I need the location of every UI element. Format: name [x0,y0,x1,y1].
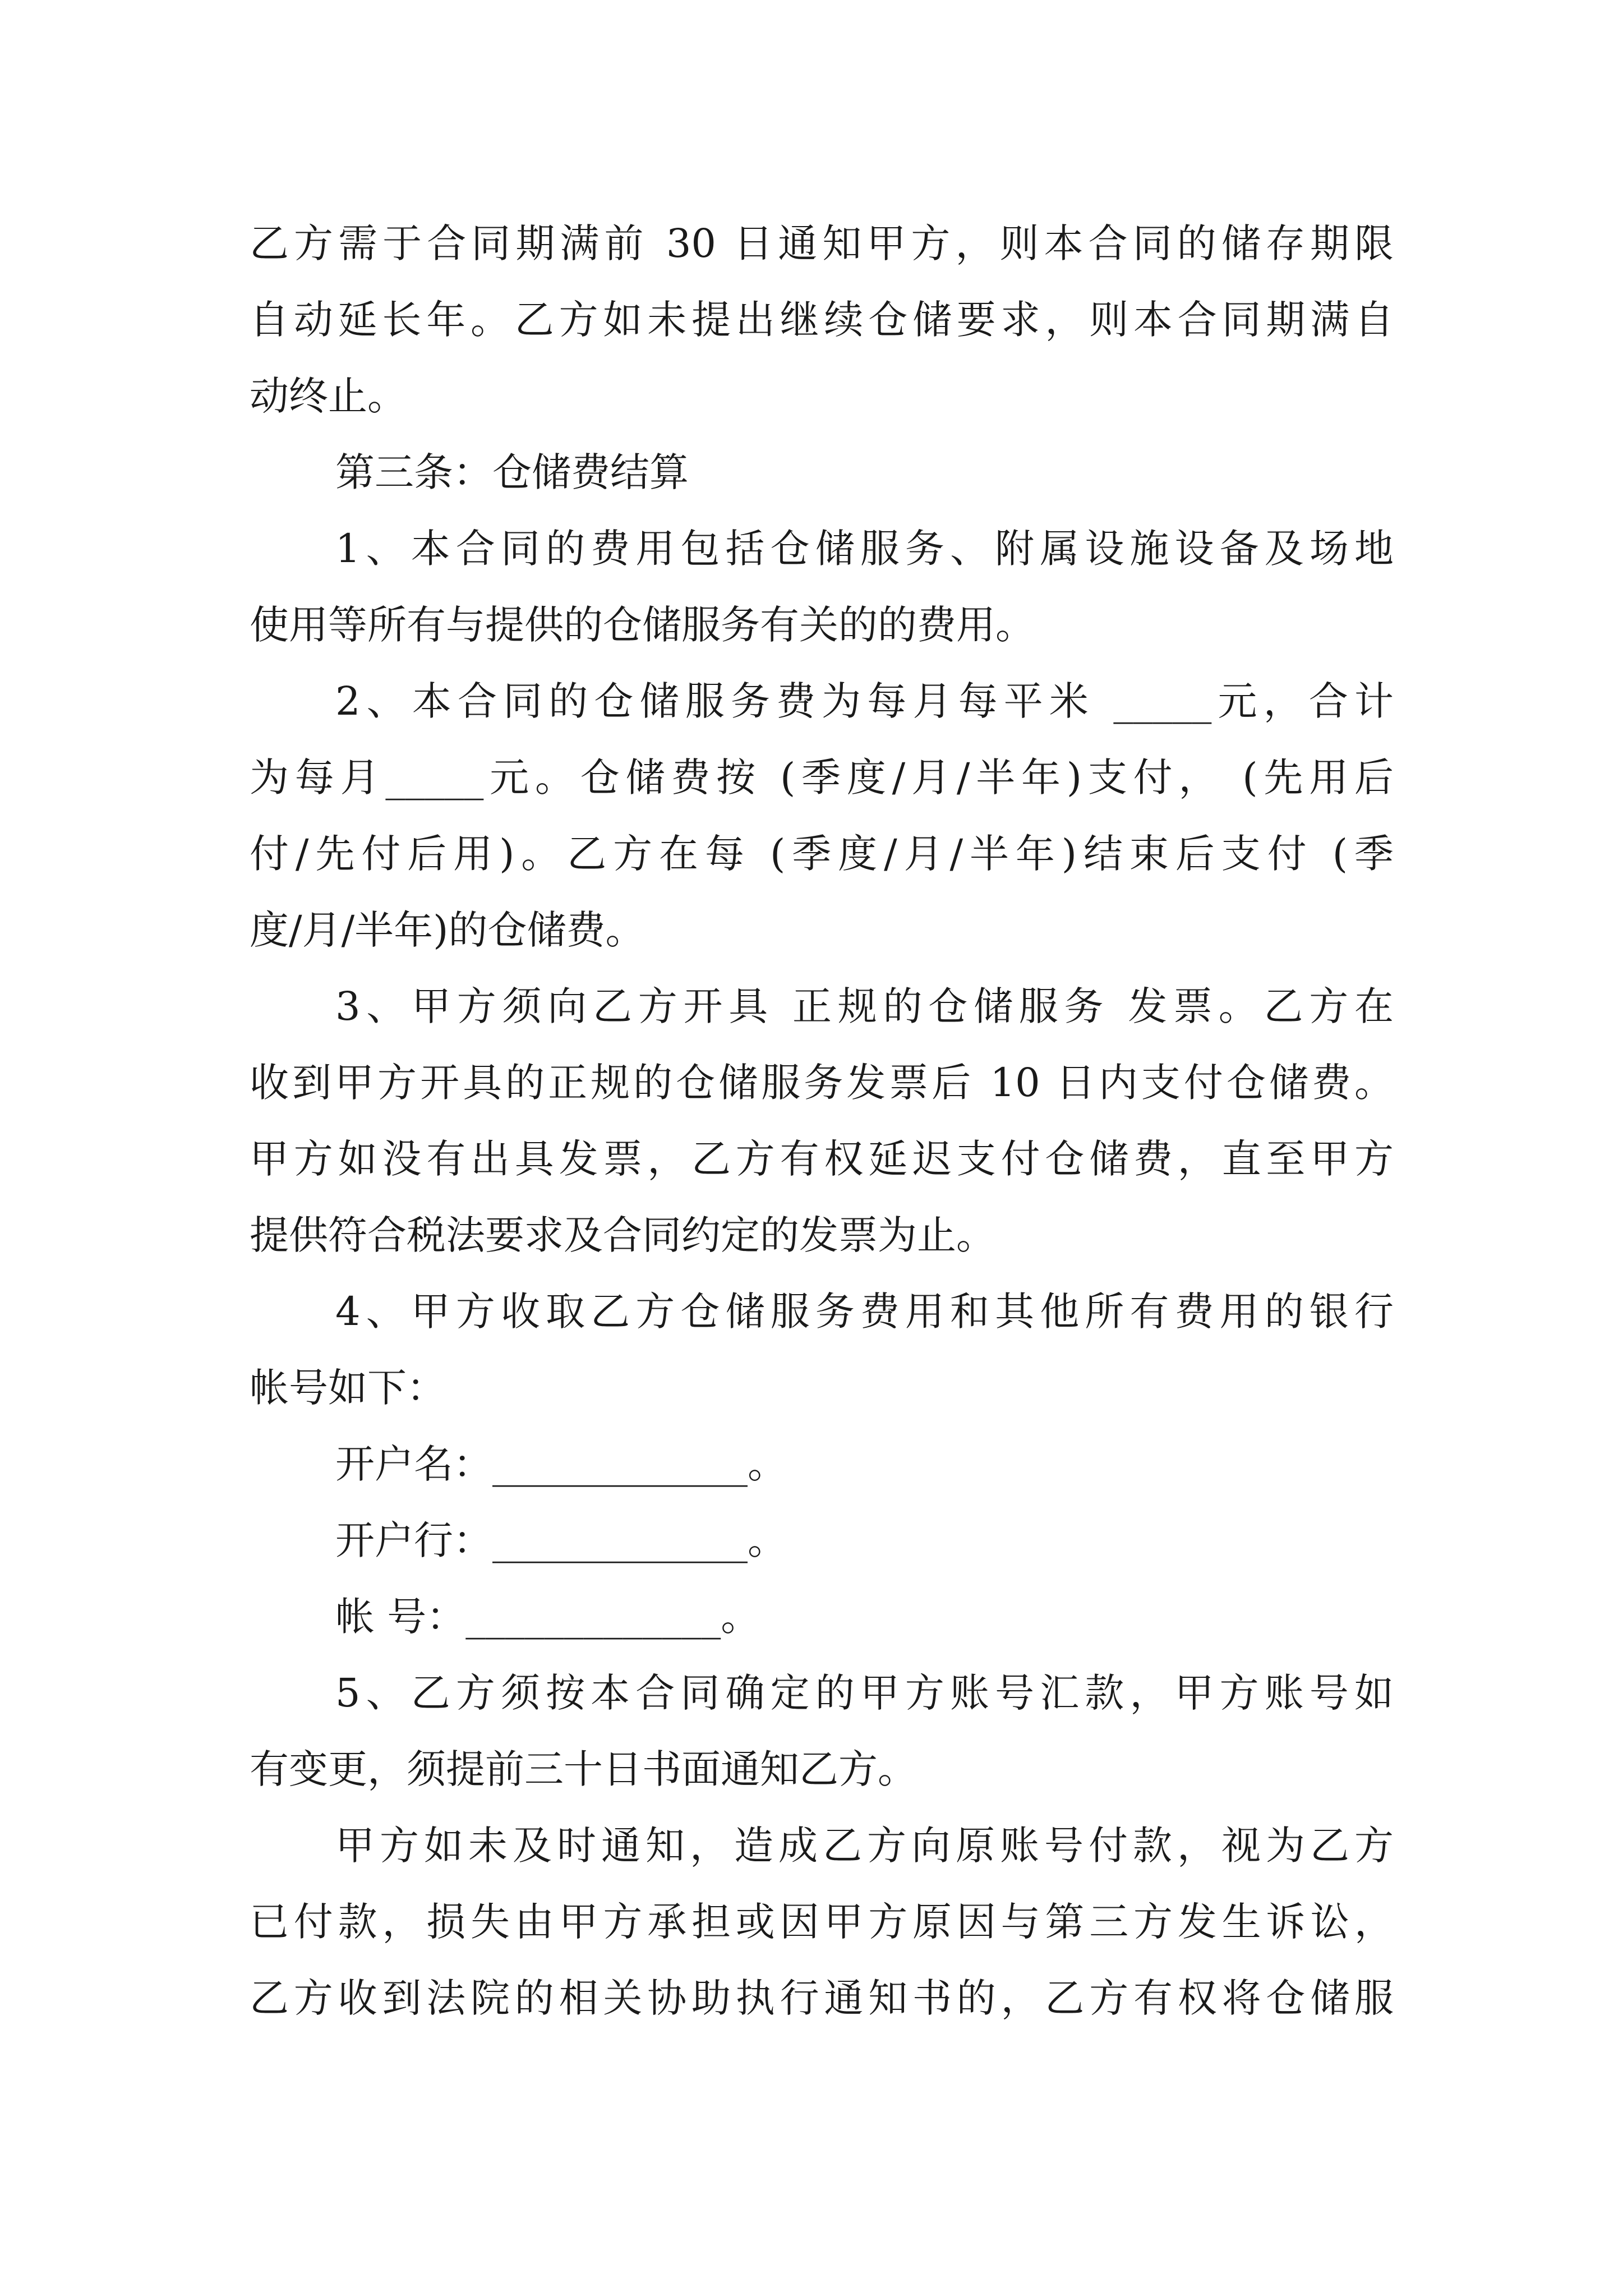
text-line: 为每月_____元。仓储费按 (季度/月/半年)支付， (先用后 [250,754,1394,800]
text-line: 2、本合同的仓储服务费为每月每平米 _____元，合计 [335,678,1394,724]
text-line: 甲方如未及时通知，造成乙方向原账号付款，视为乙方 [335,1823,1394,1869]
text-line: 自动延长年。乙方如未提出继续仓储要求，则本合同期满自 [250,297,1394,343]
bank-name-field: 开户行：_____________。 [335,1517,787,1563]
text-line: 乙方收到法院的相关协助执行通知书的，乙方有权将仓储服 [250,1975,1394,2021]
text-line: 有变更，须提前三十日书面通知乙方。 [250,1746,917,1792]
text-line: 4、甲方收取乙方仓储服务费用和其他所有费用的银行 [335,1289,1394,1335]
text-line: 收到甲方开具的正规的仓储服务发票后 10 日内支付仓储费。 [250,1060,1394,1106]
text-line: 乙方需于合同期满前 30 日通知甲方，则本合同的储存期限 [250,220,1394,266]
text-line: 提供符合税法要求及合同约定的发票为止。 [250,1212,995,1258]
text-line: 动终止。 [250,373,407,419]
text-line: 付/先付后用)。乙方在每 (季度/月/半年)结束后支付 (季 [250,831,1394,877]
account-number-field: 帐 号：_____________。 [335,1594,760,1640]
text-line: 5、乙方须按本合同确定的甲方账号汇款，甲方账号如 [335,1670,1394,1716]
text-line: 3、甲方须向乙方开具 正规的仓储服务 发票。乙方在 [335,983,1394,1029]
text-line: 已付款，损失由甲方承担或因甲方原因与第三方发生诉讼， [250,1899,1394,1945]
text-line: 度/月/半年)的仓储费。 [250,907,645,953]
text-line: 帐号如下： [250,1365,446,1411]
account-name-field: 开户名：_____________。 [335,1441,787,1487]
section-heading: 第三条：仓储费结算 [335,449,689,495]
text-line: 1、本合同的费用包括仓储服务、附属设施设备及场地 [335,526,1394,572]
text-line: 使用等所有与提供的仓储服务有关的的费用。 [250,602,1035,648]
text-line: 甲方如没有出具发票，乙方有权延迟支付仓储费，直至甲方 [250,1136,1394,1182]
